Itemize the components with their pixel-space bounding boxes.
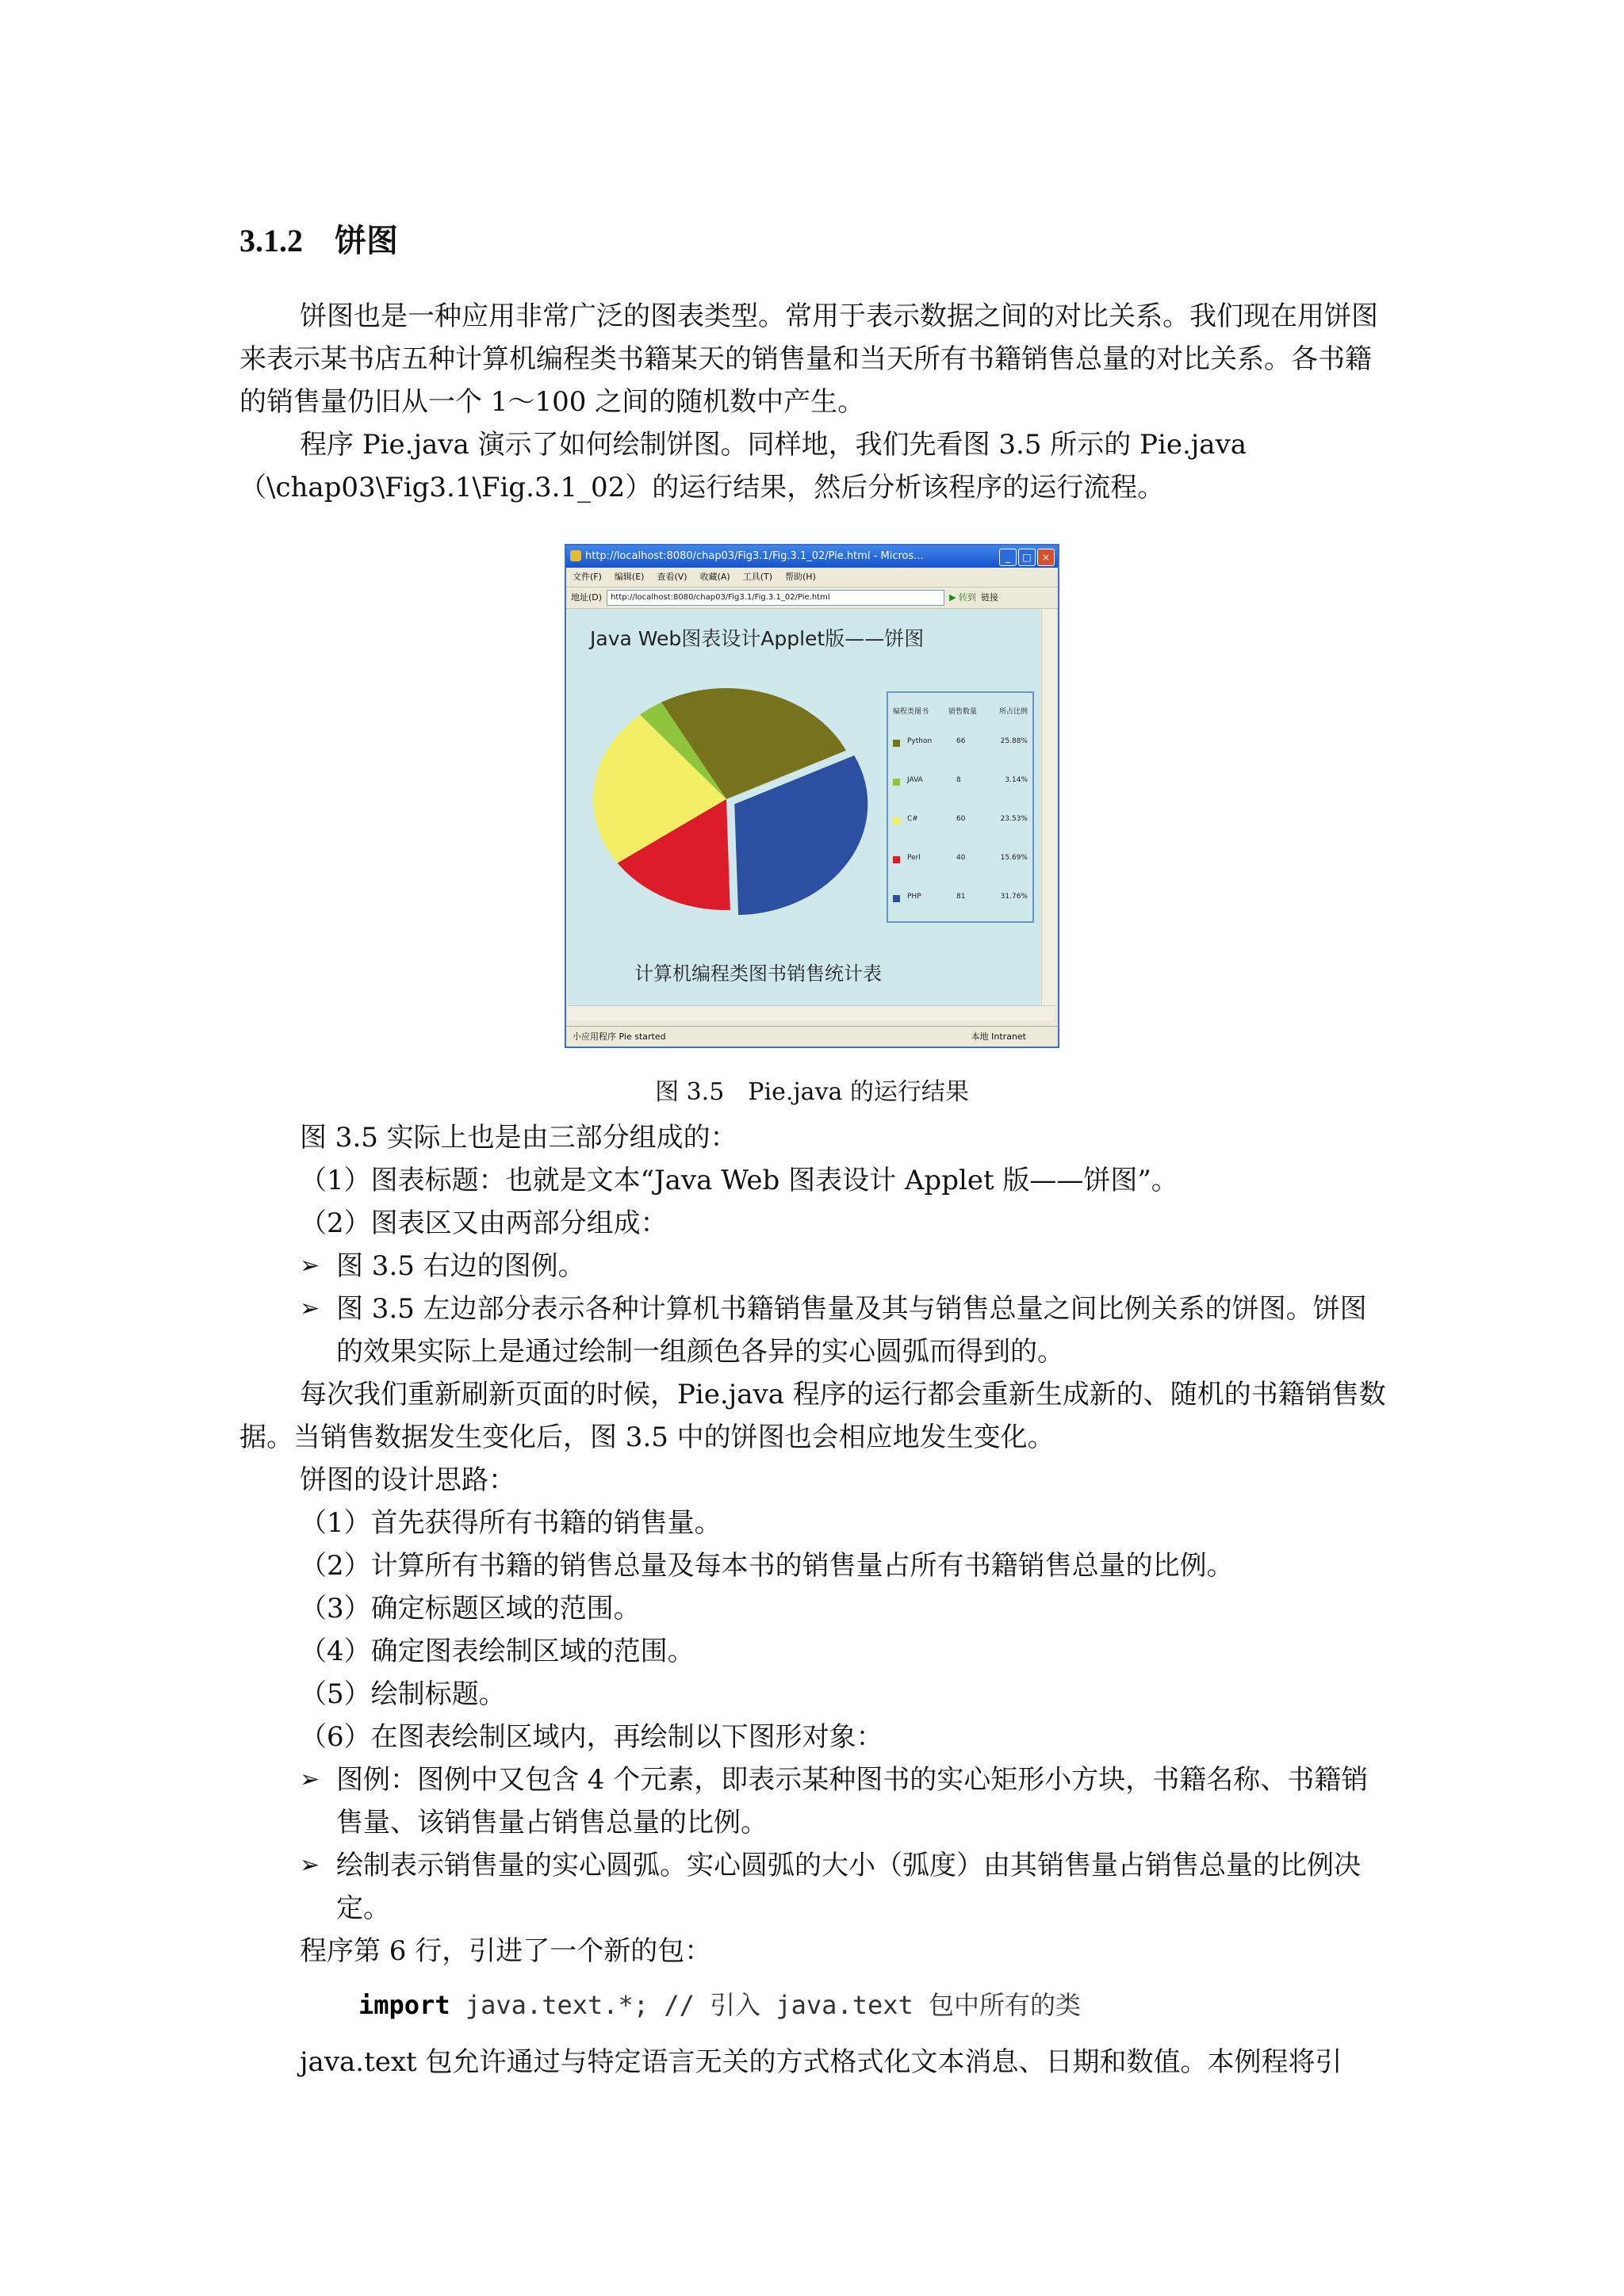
section-title: 饼图	[335, 223, 398, 259]
list-item: （4）确定图表绘制区域的范围。	[300, 1636, 695, 1667]
legend-label: Perl	[907, 854, 921, 862]
body-paragraph: 每次我们重新刷新页面的时候，Pie.java 程序的运行都会重新生成新的、随机的书籍销售数据。当销售数据发生变化后，图 3.5 中的饼图也会相应地发生变化。	[239, 1379, 1386, 1453]
address-bar	[566, 587, 1058, 609]
body-text	[239, 1116, 1386, 2084]
bullet-arrow-icon: ➢	[300, 1851, 320, 1879]
maximize-button[interactable]: □	[1018, 549, 1036, 566]
legend-percent: 3.14%	[1005, 776, 1028, 784]
body-paragraph: 图 3.5 实际上也是由三部分组成的：	[300, 1122, 737, 1154]
legend-header-ratio: 所占比例	[998, 708, 1028, 716]
menu-file[interactable]: 文件(F)	[573, 572, 602, 582]
menu-view[interactable]: 查看(V)	[657, 572, 688, 582]
legend-header-book: 编程类图书	[893, 708, 929, 716]
list-item: （5）绘制标题。	[300, 1678, 506, 1710]
applet-title: Java Web图表设计Applet版——饼图	[590, 627, 925, 650]
section-heading	[239, 219, 398, 263]
go-button[interactable]: ▶ 转到	[949, 592, 977, 603]
bullet-text: 图 3.5 左边部分表示各种计算机书籍销售量及其与销售总量之间比例关系的饼图。饼图的效果实际上是通过绘制一组颜色各异的实心圆弧而得到的。	[336, 1293, 1367, 1368]
legend-row-csharp	[888, 815, 1032, 826]
menu-tools[interactable]: 工具(T)	[742, 572, 772, 582]
menu-bar	[566, 568, 1058, 587]
code-snippet	[239, 1984, 1386, 2026]
legend-percent: 23.53%	[1000, 815, 1028, 823]
legend-value: 40	[956, 854, 966, 862]
applet-subtitle: 计算机编程类图书销售统计表	[634, 962, 882, 985]
bullet-text: 图例：图例中又包含 4 个元素，即表示某种图书的实心矩形小方块，书籍名称、书籍销售量、该销售量占销售总量的比例。	[336, 1764, 1369, 1839]
section-number: 3.1.2	[239, 223, 303, 258]
bullet-text: 图 3.5 右边的图例。	[336, 1250, 585, 1282]
legend-percent: 15.69%	[1000, 854, 1028, 862]
legend-label: JAVA	[907, 776, 923, 784]
figure-caption: 图 3.5 Pie.java 的运行结果	[655, 1078, 969, 1106]
horizontal-scrollbar[interactable]	[568, 1005, 1055, 1020]
legend-percent: 31.76%	[1000, 893, 1028, 901]
go-label: 转到	[959, 592, 977, 603]
window-title: http://localhost:8080/chap03/Fig3.1/Fig.3.1_02/Pie.html - Micros...	[585, 550, 924, 562]
status-right: 本地 Intranet	[971, 1031, 1026, 1042]
list-item: （1）图表标题：也就是文本“Java Web 图表设计 Applet 版——饼图”。	[300, 1165, 1178, 1196]
list-item: （2）计算所有书籍的销售总量及每本书的销售量占所有书籍销售总量的比例。	[300, 1550, 1234, 1582]
code-keyword: import	[358, 1990, 450, 2020]
address-label: 地址(D)	[571, 592, 603, 603]
intro-paragraph-1: 饼图也是一种应用非常广泛的图表类型。常用于表示数据之间的对比关系。我们现在用饼图来表示某书店五种计算机编程类书籍某天的销售量和当天所有书籍销售总量的对比关系。各书籍的销售量仍旧从一个 1～100 之间的随机数中产生。	[239, 300, 1378, 418]
legend-label: C#	[907, 815, 918, 823]
legend-row-java	[888, 776, 1032, 787]
status-bar	[566, 1026, 1058, 1047]
legend-value: 81	[956, 893, 966, 901]
code-text: java.text.*; // 引入 java.text 包中所有的类	[450, 1990, 1082, 2020]
browser-screenshot	[565, 544, 1059, 1048]
legend-header-count: 销售数量	[948, 708, 978, 716]
legend-row-python	[888, 737, 1032, 748]
legend-row-perl	[888, 854, 1032, 865]
legend-swatch	[893, 895, 900, 902]
pie-chart	[584, 688, 885, 926]
bullet-arrow-icon: ➢	[300, 1295, 320, 1322]
bullet-item	[239, 1758, 1386, 1844]
legend-swatch	[893, 740, 900, 747]
bullet-arrow-icon: ➢	[300, 1766, 320, 1793]
vertical-scrollbar[interactable]	[1041, 609, 1056, 1005]
applet-area	[568, 609, 1040, 1005]
legend-percent: 25.88%	[1000, 737, 1028, 745]
legend-value: 66	[956, 737, 966, 745]
status-left: 小应用程序 Pie started	[573, 1031, 666, 1042]
intro-text	[239, 295, 1386, 509]
legend-swatch	[893, 856, 900, 863]
legend-swatch	[893, 779, 900, 786]
body-paragraph: 程序第 6 行，引进了一个新的包：	[300, 1935, 712, 1967]
list-item: （1）首先获得所有书籍的销售量。	[300, 1507, 722, 1539]
address-input[interactable]: http://localhost:8080/chap03/Fig3.1/Fig.3.1_02/Pie.html	[607, 590, 944, 606]
legend-label: Python	[907, 737, 933, 745]
bullet-arrow-icon: ➢	[300, 1252, 320, 1280]
intro-paragraph-2: 程序 Pie.java 演示了如何绘制饼图。同样地，我们先看图 3.5 所示的 Pie.java（\chap03\Fig3.1\Fig.3.1_02）的运行结果，然后分析该程序的运行流程。	[239, 429, 1247, 503]
window-title-bar	[566, 545, 1058, 568]
legend-value: 60	[956, 815, 966, 823]
body-paragraph: 饼图的设计思路：	[300, 1464, 515, 1496]
links-label[interactable]: 链接	[981, 592, 999, 603]
bullet-item	[239, 1844, 1386, 1930]
legend-value: 8	[956, 776, 961, 784]
list-item: （6）在图表绘制区域内，再绘制以下图形对象：	[300, 1721, 883, 1753]
list-item: （2）图表区又由两部分组成：	[300, 1207, 668, 1239]
bullet-item	[239, 1288, 1386, 1373]
close-button[interactable]: ×	[1037, 549, 1055, 566]
list-item: （3）确定标题区域的范围。	[300, 1593, 641, 1624]
ie-icon	[570, 550, 581, 561]
menu-help[interactable]: 帮助(H)	[785, 572, 816, 582]
body-paragraph: java.text 包允许通过与特定语言无关的方式格式化文本消息、日期和数值。本例程将引	[300, 2046, 1342, 2078]
menu-edit[interactable]: 编辑(E)	[614, 572, 645, 582]
menu-favorites[interactable]: 收藏(A)	[699, 572, 730, 582]
minimize-button[interactable]: _	[999, 549, 1017, 566]
legend-row-php	[888, 893, 1032, 904]
legend-label: PHP	[907, 893, 921, 901]
bullet-text: 绘制表示销售量的实心圆弧。实心圆弧的大小（弧度）由其销售量占销售总量的比例决定。	[336, 1850, 1361, 1924]
chart-legend	[887, 691, 1034, 923]
legend-swatch	[893, 817, 900, 825]
bullet-item	[239, 1245, 1386, 1288]
